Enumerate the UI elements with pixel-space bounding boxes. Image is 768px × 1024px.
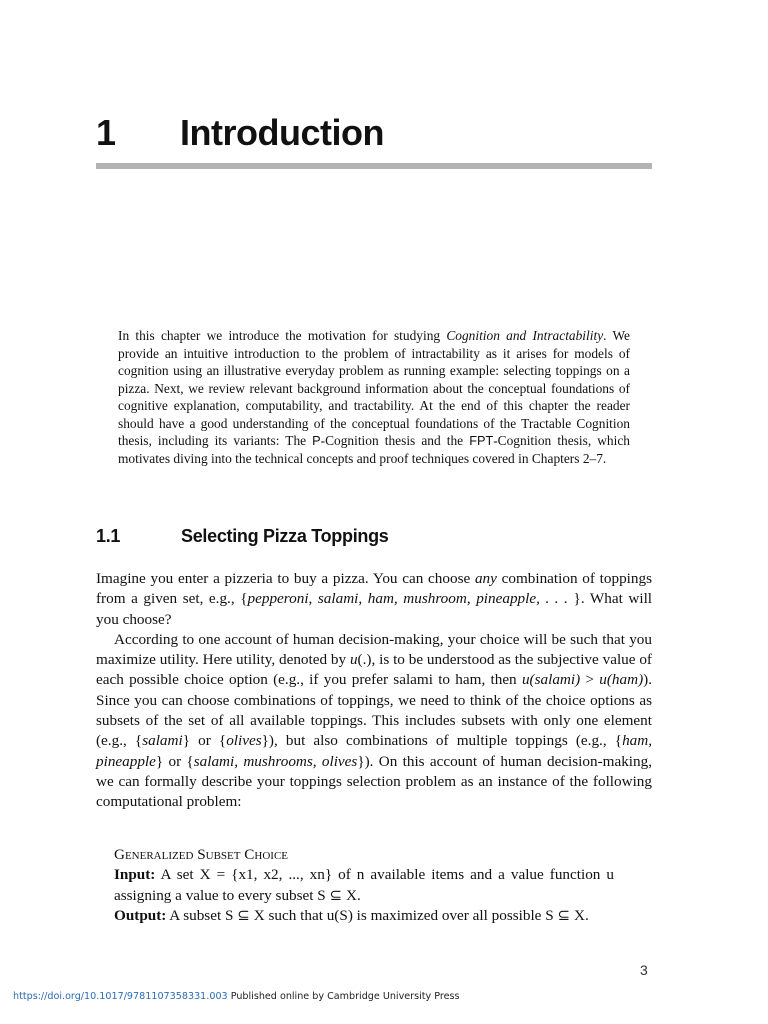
publisher-note: Published online by Cambridge University Press — [227, 991, 460, 1002]
paragraph-2 — [96, 630, 652, 813]
complexity-class-p: P — [312, 433, 321, 448]
output-text: A subset S ⊆ X such that u(S) is maximized over all possible S ⊆ X. — [166, 906, 589, 924]
set-salami-mushrooms-olives: salami, mushrooms, olives — [193, 752, 358, 770]
chapter-title: Introduction — [180, 112, 384, 153]
paragraph-text: According to one account of human decision-making, your choice will be such that you maximize utility. Here utility, denoted by — [96, 630, 652, 669]
math-gt: > — [580, 671, 600, 689]
set-salami: salami — [142, 732, 183, 750]
paragraph-1 — [96, 569, 652, 630]
paragraph-text: }. What will you choose? — [96, 590, 653, 628]
problem-output — [114, 906, 614, 926]
paragraph-text: }), but also combinations of multiple toppings (e.g., { — [261, 732, 623, 750]
math-u-ham: u(ham) — [599, 671, 644, 689]
section-body — [96, 569, 652, 813]
section-number: 1.1 — [96, 526, 121, 546]
paragraph-text: ). Since you can choose combinations of toppings, we need to think of the choice options as subsets of the set of all available toppings. This includes subsets with only one element (e.g., { — [96, 671, 652, 750]
set-olives: olives — [226, 732, 262, 750]
abstract-text: -Cognition thesis and the — [320, 433, 470, 448]
complexity-class-fpt: FPT — [469, 433, 494, 448]
chapter-number: 1 — [96, 112, 116, 153]
abstract-text: -Cognition thesis, which motivates diving into the technical concepts and proof techniques covered in Chapters 2–7. — [118, 433, 630, 466]
section-title: Selecting Pizza Toppings — [181, 526, 389, 546]
input-label: Input: — [114, 866, 156, 884]
math-u-salami: u(salami) — [521, 671, 581, 689]
chapter-abstract — [118, 327, 630, 467]
problem-input — [114, 865, 614, 906]
book-title: Cognition and Intractability — [446, 328, 604, 343]
problem-name: Generalized Subset Choice — [114, 846, 289, 863]
math-u: u — [349, 651, 358, 669]
input-text: A set X = {x1, x2, ..., xn} of n available items and a value function u assigning a value to every subset S ⊆ X. — [114, 866, 614, 904]
paragraph-text: Imagine you enter a pizzeria to buy a pizza. You can choose — [96, 570, 475, 587]
emphasis-any: any — [474, 570, 497, 587]
page-number: 3 — [640, 962, 648, 978]
toppings-list: pepperoni, salami, ham, mushroom, pineapple, . . . — [247, 590, 568, 608]
output-label: Output: — [114, 906, 167, 924]
abstract-text: In this chapter we introduce the motivation for studying — [118, 328, 447, 343]
chapter-rule — [96, 163, 652, 169]
paragraph-text: }). On this account of human decision-making, we can formally describe your toppings selection problem as an instance of the following computational problem: — [96, 752, 652, 811]
paragraph-text: combination of toppings from a given set, e.g., { — [96, 570, 652, 608]
section-heading — [96, 526, 389, 547]
footer — [13, 991, 460, 1002]
paragraph-text: (.), is to be understood as the subjective value of each possible choice option (e.g., if you prefer salami to ham, then — [96, 651, 652, 689]
paragraph-text: } or { — [155, 752, 194, 770]
set-ham-pineapple: ham, pineapple — [96, 732, 653, 770]
problem-definition — [114, 845, 614, 926]
doi-link[interactable]: https://doi.org/10.1017/9781107358331.003 — [13, 991, 228, 1002]
paragraph-text: } or { — [182, 732, 227, 750]
abstract-text: . We provide an intuitive introduction to the problem of intractability as it arises for models of cognition using an illustrative everyday problem as running example: selecting toppings on a pizza. Next, we review relevant background information about the conceptual foundations of cognitive explanation, computability, and tractability. At the end of this chapter the reader should have a good understanding of the conceptual foundations of the Tractable Cognition thesis, including its variants: The — [118, 328, 630, 448]
